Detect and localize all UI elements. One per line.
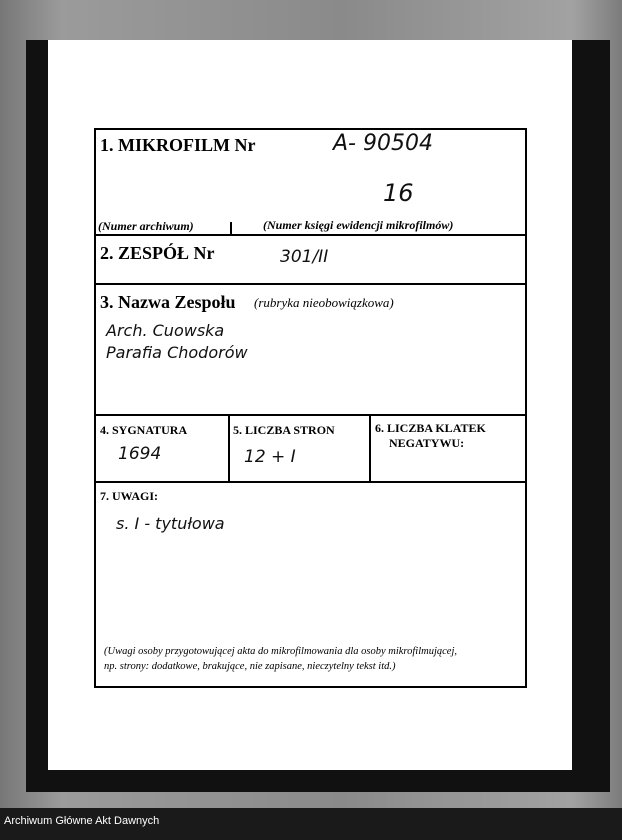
- fond-number-label: 2. ZESPÓŁ Nr: [100, 243, 215, 263]
- signature-label: 4. SYGNATURA: [100, 423, 188, 437]
- negative-frames-label-line1: 6. LICZBA KLATEK: [375, 421, 486, 435]
- book-number-value: 16: [383, 179, 414, 207]
- microfilm-form: [94, 128, 527, 688]
- archive-number-label: (Numer archiwum): [98, 219, 194, 233]
- signature-value: 1694: [118, 444, 162, 464]
- fond-name-value-line1: Arch. Cuowska: [106, 321, 225, 340]
- row-divider: [96, 283, 525, 285]
- negative-frames-label-line2: NEGATYWU:: [389, 436, 465, 450]
- microfilm-number-value: A- 90504: [333, 131, 433, 156]
- remarks-label: 7. UWAGI:: [100, 489, 159, 503]
- page-count-value: 12 + I: [244, 447, 296, 467]
- row-divider: [96, 481, 525, 483]
- remarks-instructions-line2: np. strony: dodatkowe, brakujące, nie zapisane, nieczytelny tekst itd.): [104, 661, 396, 672]
- fond-number-value: 301/II: [280, 247, 329, 267]
- fond-name-label: 3. Nazwa Zespołu: [100, 292, 236, 312]
- column-divider: [230, 222, 232, 234]
- remarks-instructions-line1: (Uwagi osoby przygotowującej akta do mikrofilmowania dla osoby mikrofilmującej,: [104, 646, 457, 657]
- page-count-label: 5. LICZBA STRON: [233, 423, 335, 437]
- book-number-label: (Numer księgi ewidencji mikrofilmów): [263, 218, 454, 232]
- column-divider: [228, 414, 230, 481]
- fond-name-value-line2: Parafia Chodorów: [106, 343, 248, 362]
- row-divider: [96, 234, 525, 236]
- fond-name-note: (rubryka nieobowiązkowa): [254, 295, 394, 310]
- row-divider: [96, 414, 525, 416]
- remarks-value: s. I - tytułowa: [116, 514, 225, 533]
- microfilm-number-label: 1. MIKROFILM Nr: [100, 135, 256, 155]
- column-divider: [369, 414, 371, 481]
- archive-footer: [0, 808, 622, 840]
- archive-name: Archiwum Główne Akt Dawnych: [4, 815, 160, 827]
